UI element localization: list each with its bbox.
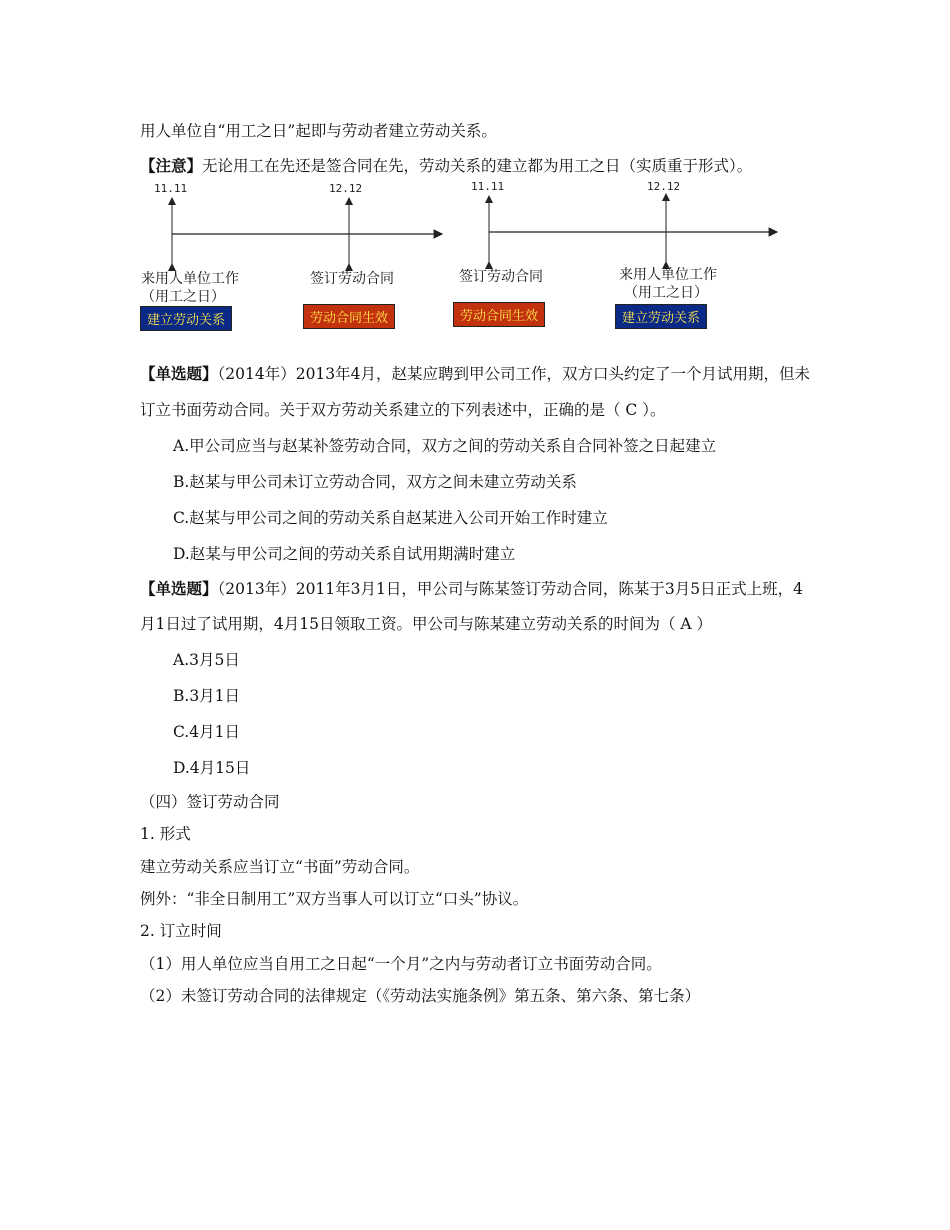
q2-tag: 【单选题】	[140, 579, 218, 598]
q2-stem-text1: （2013年）2011年3月1日，甲公司与陈某签订劳动合同，陈某于3月5日正式上班，4	[217, 580, 803, 598]
left-label1-line1: 来用人单位工作	[141, 271, 239, 287]
section-4-heading: （四）签订劳动合同	[140, 793, 280, 811]
right-tick2-label: 12.12	[647, 180, 681, 193]
s2-line1: （1）用人单位应当自用工之日起“一个月”之内与劳动者订立书面劳动合同。	[140, 955, 662, 973]
timeline-diagram	[0, 180, 950, 330]
right-badge-effective: 劳动合同生效	[453, 302, 545, 327]
q2-option-b: B.3月1日	[173, 687, 241, 705]
s2-title: 2. 订立时间	[140, 922, 222, 940]
left-badge-effective: 劳动合同生效	[303, 304, 395, 329]
q1-stem-line1	[140, 364, 810, 384]
note-text: 无论用工在先还是签合同在先，劳动关系的建立都为用工之日（实质重于形式）。	[202, 157, 753, 175]
q1-option-b: B.赵某与甲公司未订立劳动合同，双方之间未建立劳动关系	[173, 473, 577, 491]
s1-title: 1. 形式	[140, 825, 191, 843]
s1-line1: 建立劳动关系应当订立“书面”劳动合同。	[140, 858, 420, 876]
q1-option-c: C.赵某与甲公司之间的劳动关系自赵某进入公司开始工作时建立	[173, 509, 608, 527]
right-badge-establish: 建立劳动关系	[615, 304, 707, 329]
left-label1-line2: （用工之日）	[141, 289, 225, 305]
left-tick2-label: 12.12	[329, 182, 363, 195]
note-paragraph	[140, 156, 752, 176]
q2-option-a: A.3月5日	[173, 651, 240, 669]
right-label2-line1: 来用人单位工作	[619, 267, 717, 283]
q1-option-a: A.甲公司应当与赵某补签劳动合同，双方之间的劳动关系自合同补签之日起建立	[173, 437, 717, 455]
q1-stem-line2: 订立书面劳动合同。关于双方劳动关系建立的下列表述中，正确的是（ C ）。	[140, 401, 666, 419]
left-label2: 签订劳动合同	[310, 271, 394, 287]
s2-line2: （2）未签订劳动合同的法律规定（《劳动法实施条例》第五条、第六条、第七条）	[140, 987, 701, 1005]
right-label1: 签订劳动合同	[459, 269, 543, 285]
left-badge-establish: 建立劳动关系	[140, 306, 232, 331]
q1-stem-text1: （2014年）2013年4月，赵某应聘到甲公司工作，双方口头约定了一个月试用期，但未	[217, 365, 811, 383]
right-tick1-label: 11.11	[471, 180, 505, 193]
left-tick1-label: 11.11	[154, 182, 188, 195]
s1-line2: 例外：“非全日制用工”双方当事人可以订立“口头”协议。	[140, 890, 529, 908]
intro-text: 用人单位自“用工之日”起即与劳动者建立劳动关系。	[140, 122, 497, 140]
q2-stem-line1	[140, 579, 803, 599]
note-tag: 【注意】	[140, 156, 203, 175]
q2-option-d: D.4月15日	[173, 759, 251, 777]
right-label2-line2: （用工之日）	[624, 285, 708, 301]
q2-stem-line2: 月1日过了试用期，4月15日领取工资。甲公司与陈某建立劳动关系的时间为（ A ）	[140, 615, 712, 633]
q1-option-d: D.赵某与甲公司之间的劳动关系自试用期满时建立	[173, 545, 516, 563]
q1-tag: 【单选题】	[140, 364, 218, 383]
q2-option-c: C.4月1日	[173, 723, 240, 741]
